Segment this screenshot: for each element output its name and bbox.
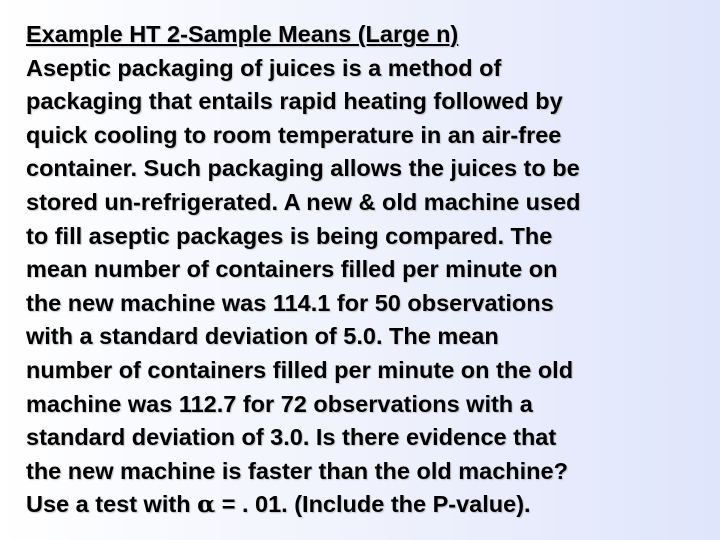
body-line-3: quick cooling to room temperature in an air-free <box>26 121 562 148</box>
body-line-8: the new machine was 114.1 for 50 observations <box>26 289 554 316</box>
body-line-10: number of containers filled per minute on the old <box>26 356 574 383</box>
body-line-12: standard deviation of 3.0. Is there evidence that <box>26 424 557 451</box>
body-line-9: with a standard deviation of 5.0. The mean <box>26 323 499 350</box>
body-line-7: mean number of containers filled per minute on <box>26 256 558 283</box>
body-line-1: Aseptic packaging of juices is a method of <box>26 54 502 81</box>
last-line-suffix: = . 01. (Include the P-value). <box>215 491 531 518</box>
last-line-prefix: Use a test with <box>26 491 198 518</box>
body-line-6: to fill aseptic packages is being compared. The <box>26 222 553 249</box>
body-line-11: machine was 112.7 for 72 observations with a <box>26 390 533 417</box>
body-line-14 <box>26 488 706 522</box>
slide-title: Example HT 2-Sample Means (Large n) <box>26 21 459 47</box>
body-line-13: the new machine is faster than the old machine? <box>26 457 568 484</box>
body-line-4: container. Such packaging allows the juices to be <box>26 155 580 182</box>
slide-body <box>26 18 706 522</box>
alpha-symbol: α <box>197 490 216 519</box>
body-line-2: packaging that entails rapid heating followed by <box>26 88 563 115</box>
body-line-5: stored un-refrigerated. A new & old machine used <box>26 188 581 215</box>
